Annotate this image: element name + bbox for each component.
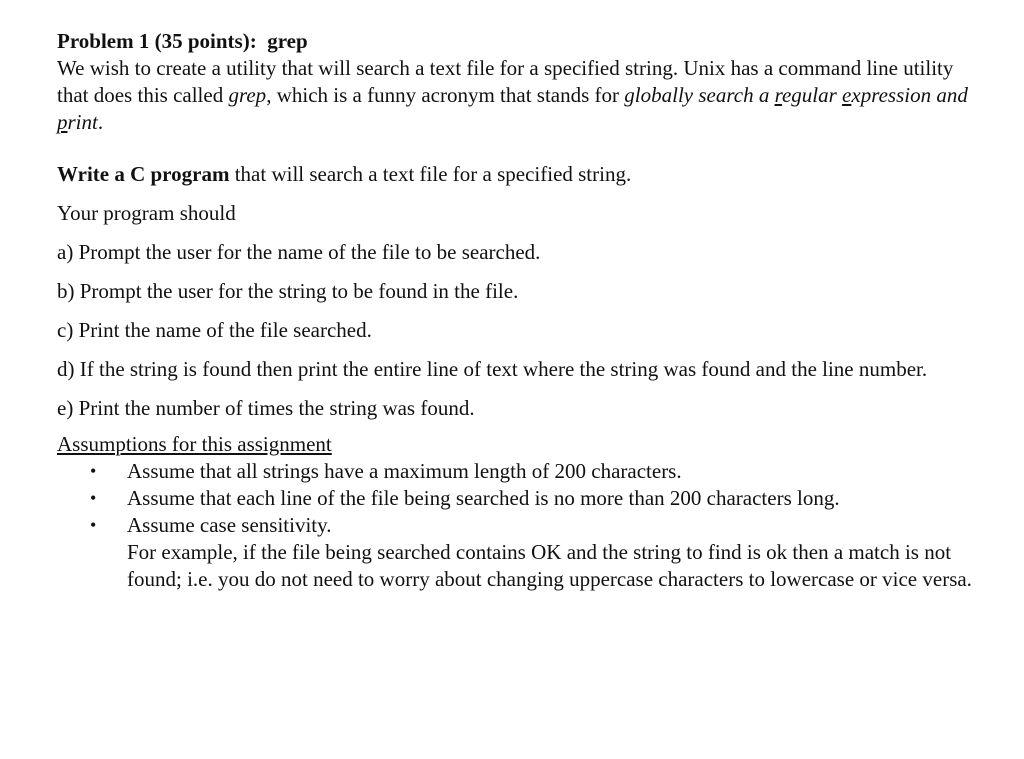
task-rest: that will search a text file for a specified string. xyxy=(229,162,632,186)
document-page xyxy=(57,28,977,593)
assumption-item xyxy=(57,512,977,593)
assumption-text: Assume that all strings have a maximum length of 200 characters. xyxy=(127,459,682,483)
assumption-text: Assume case sensitivity. xyxy=(127,513,332,537)
assumption-item xyxy=(57,458,977,485)
assumption-item xyxy=(57,485,977,512)
requirement-d: d) If the string is found then print the entire line of text where the string was found and the line number. xyxy=(57,357,928,381)
task-bold: Write a C program xyxy=(57,162,230,186)
requirements-lead: Your program should xyxy=(57,201,236,225)
intro-text-2: , which is a funny acronym that stands for xyxy=(266,83,625,107)
acronym-letter-r: r xyxy=(774,83,782,107)
assumptions-list xyxy=(57,458,977,593)
assumptions-heading: Assumptions for this assignment xyxy=(57,432,332,456)
paragraph-gap xyxy=(57,136,977,161)
assumption-example: For example, if the file being searched contains OK and the string to find is ok then a match is not found; i.e. you do not need to worry about changing uppercase characters to lowercase or vice versa. xyxy=(127,540,972,591)
problem-title xyxy=(57,28,977,55)
bullet-icon: • xyxy=(90,515,97,535)
intro-paragraph xyxy=(57,55,977,136)
acronym-part-3: xpression and xyxy=(851,83,968,107)
task-statement xyxy=(57,161,977,188)
requirement-a: a) Prompt the user for the name of the file to be searched. xyxy=(57,240,541,264)
problem-topic: grep xyxy=(267,29,308,53)
acronym-part-2: egular xyxy=(781,83,843,107)
requirement-e: e) Print the number of times the string was found. xyxy=(57,396,475,420)
problem-title-label: Problem 1 (35 points) xyxy=(57,29,250,53)
intro-text-3: . xyxy=(97,110,104,134)
bullet-icon: • xyxy=(90,488,97,508)
acronym-letter-e: e xyxy=(842,83,852,107)
acronym-part-4: rint xyxy=(67,110,98,134)
problem-title-separator: : xyxy=(249,29,268,53)
bullet-icon: • xyxy=(90,461,97,481)
intro-text-1: We wish to create a utility that will search a text file for a specified string. Unix has a command line utility that does this called xyxy=(57,56,954,107)
acronym-part-1: globally search a xyxy=(624,83,775,107)
grep-term: grep xyxy=(228,83,267,107)
assumption-text: Assume that each line of the file being searched is no more than 200 characters long. xyxy=(127,486,840,510)
requirement-b: b) Prompt the user for the string to be found in the file. xyxy=(57,279,519,303)
acronym-letter-p: p xyxy=(57,110,68,134)
requirement-c: c) Print the name of the file searched. xyxy=(57,318,372,342)
